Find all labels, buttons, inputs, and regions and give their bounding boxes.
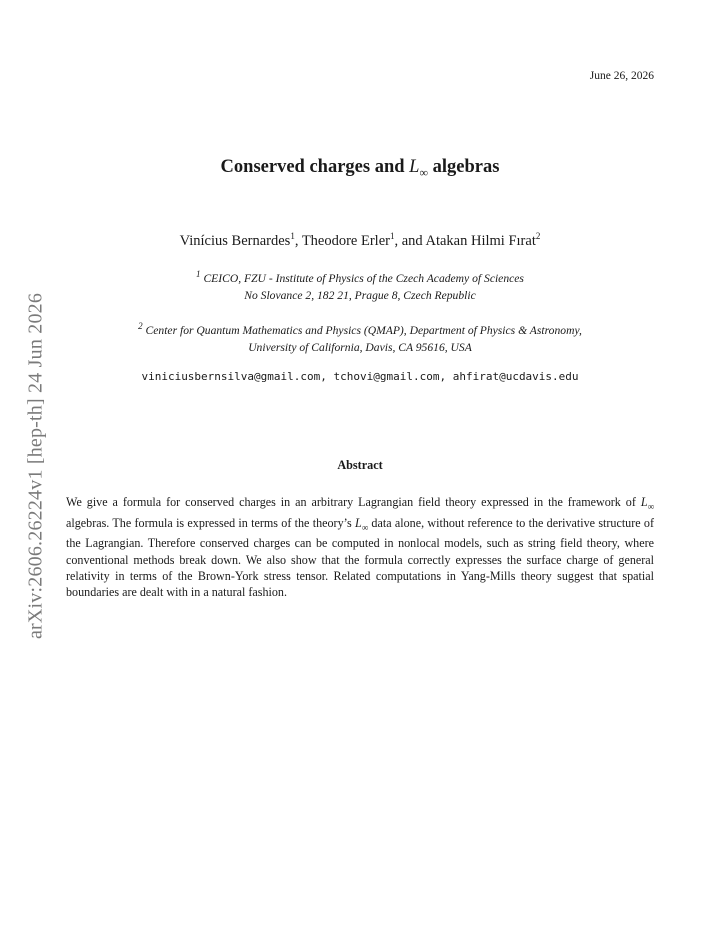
title-symbol <box>409 157 429 180</box>
abstract-heading: Abstract <box>337 458 383 472</box>
author-affil-mark: 1 <box>389 231 395 241</box>
author-affil-mark: 2 <box>535 231 541 241</box>
author-emails: viniciusbernsilva@gmail.com, tchovi@gmail.com, ahfirat@ucdavis.edu <box>141 370 579 383</box>
author-list <box>0 231 720 250</box>
author-name: Atakan Hilmi Fırat <box>425 232 536 249</box>
abstract-symbol-subscript: ∞ <box>361 522 369 533</box>
abstract-symbol <box>640 495 654 512</box>
affiliation-1 <box>66 266 654 304</box>
affiliation-line <box>66 318 654 339</box>
affiliation-mark: 2 <box>138 321 143 331</box>
arxiv-identifier: arXiv:2606.26224v1 [hep-th] 24 Jun 2026 <box>24 292 47 640</box>
affiliation-line: University of California, Davis, CA 95616, USA <box>248 340 472 354</box>
title-prefix: Conserved charges and <box>220 157 410 177</box>
author-name: Vinícius Bernardes <box>179 232 291 249</box>
date: June 26, 2026 <box>589 70 654 82</box>
abstract-symbol-subscript: ∞ <box>647 501 654 512</box>
abstract-text: data alone, without reference to the derivative structure of the Lagrangian. Therefore conserved charges can be computed in nonlocal models, such as string field theory, where conventional methods break down. We also show that the formula correctly expresses the surface charge of general relativity in terms of the Brown-York stress tensor. Related computations in Yang-Mills theory suggest that spatial boundaries are dealt with in a natural fashion. <box>66 515 654 600</box>
abstract-text: We give a formula for conserved charges in an arbitrary Lagrangian field theory expressed in the framework of <box>66 495 641 509</box>
paper-title <box>0 157 720 181</box>
abstract-symbol <box>354 515 369 533</box>
author-separator: , and <box>394 232 426 249</box>
author-name: Theodore Erler <box>301 232 390 249</box>
author-affil-mark: 1 <box>290 231 295 241</box>
affiliation-mark: 1 <box>196 269 201 279</box>
affiliation-line: No Slovance 2, 182 21, Prague 8, Czech Republic <box>244 288 476 302</box>
abstract-body <box>66 494 654 601</box>
affiliation-text: CEICO, FZU - Institute of Physics of the Czech Academy of Sciences <box>203 271 524 285</box>
title-symbol-subscript: ∞ <box>419 165 429 180</box>
abstract-symbol-letter: L <box>354 515 362 530</box>
title-symbol-letter: L <box>409 157 420 177</box>
author-separator: , <box>294 232 302 249</box>
abstract-symbol-letter: L <box>640 495 648 509</box>
title-suffix: algebras <box>428 157 500 177</box>
affiliation-text: Center for Quantum Mathematics and Physics (QMAP), Department of Physics & Astronomy, <box>145 323 582 337</box>
affiliation-2 <box>66 318 654 356</box>
affiliation-line <box>66 266 654 287</box>
abstract-text: algebras. The formula is expressed in terms of the theory’s <box>66 515 355 530</box>
